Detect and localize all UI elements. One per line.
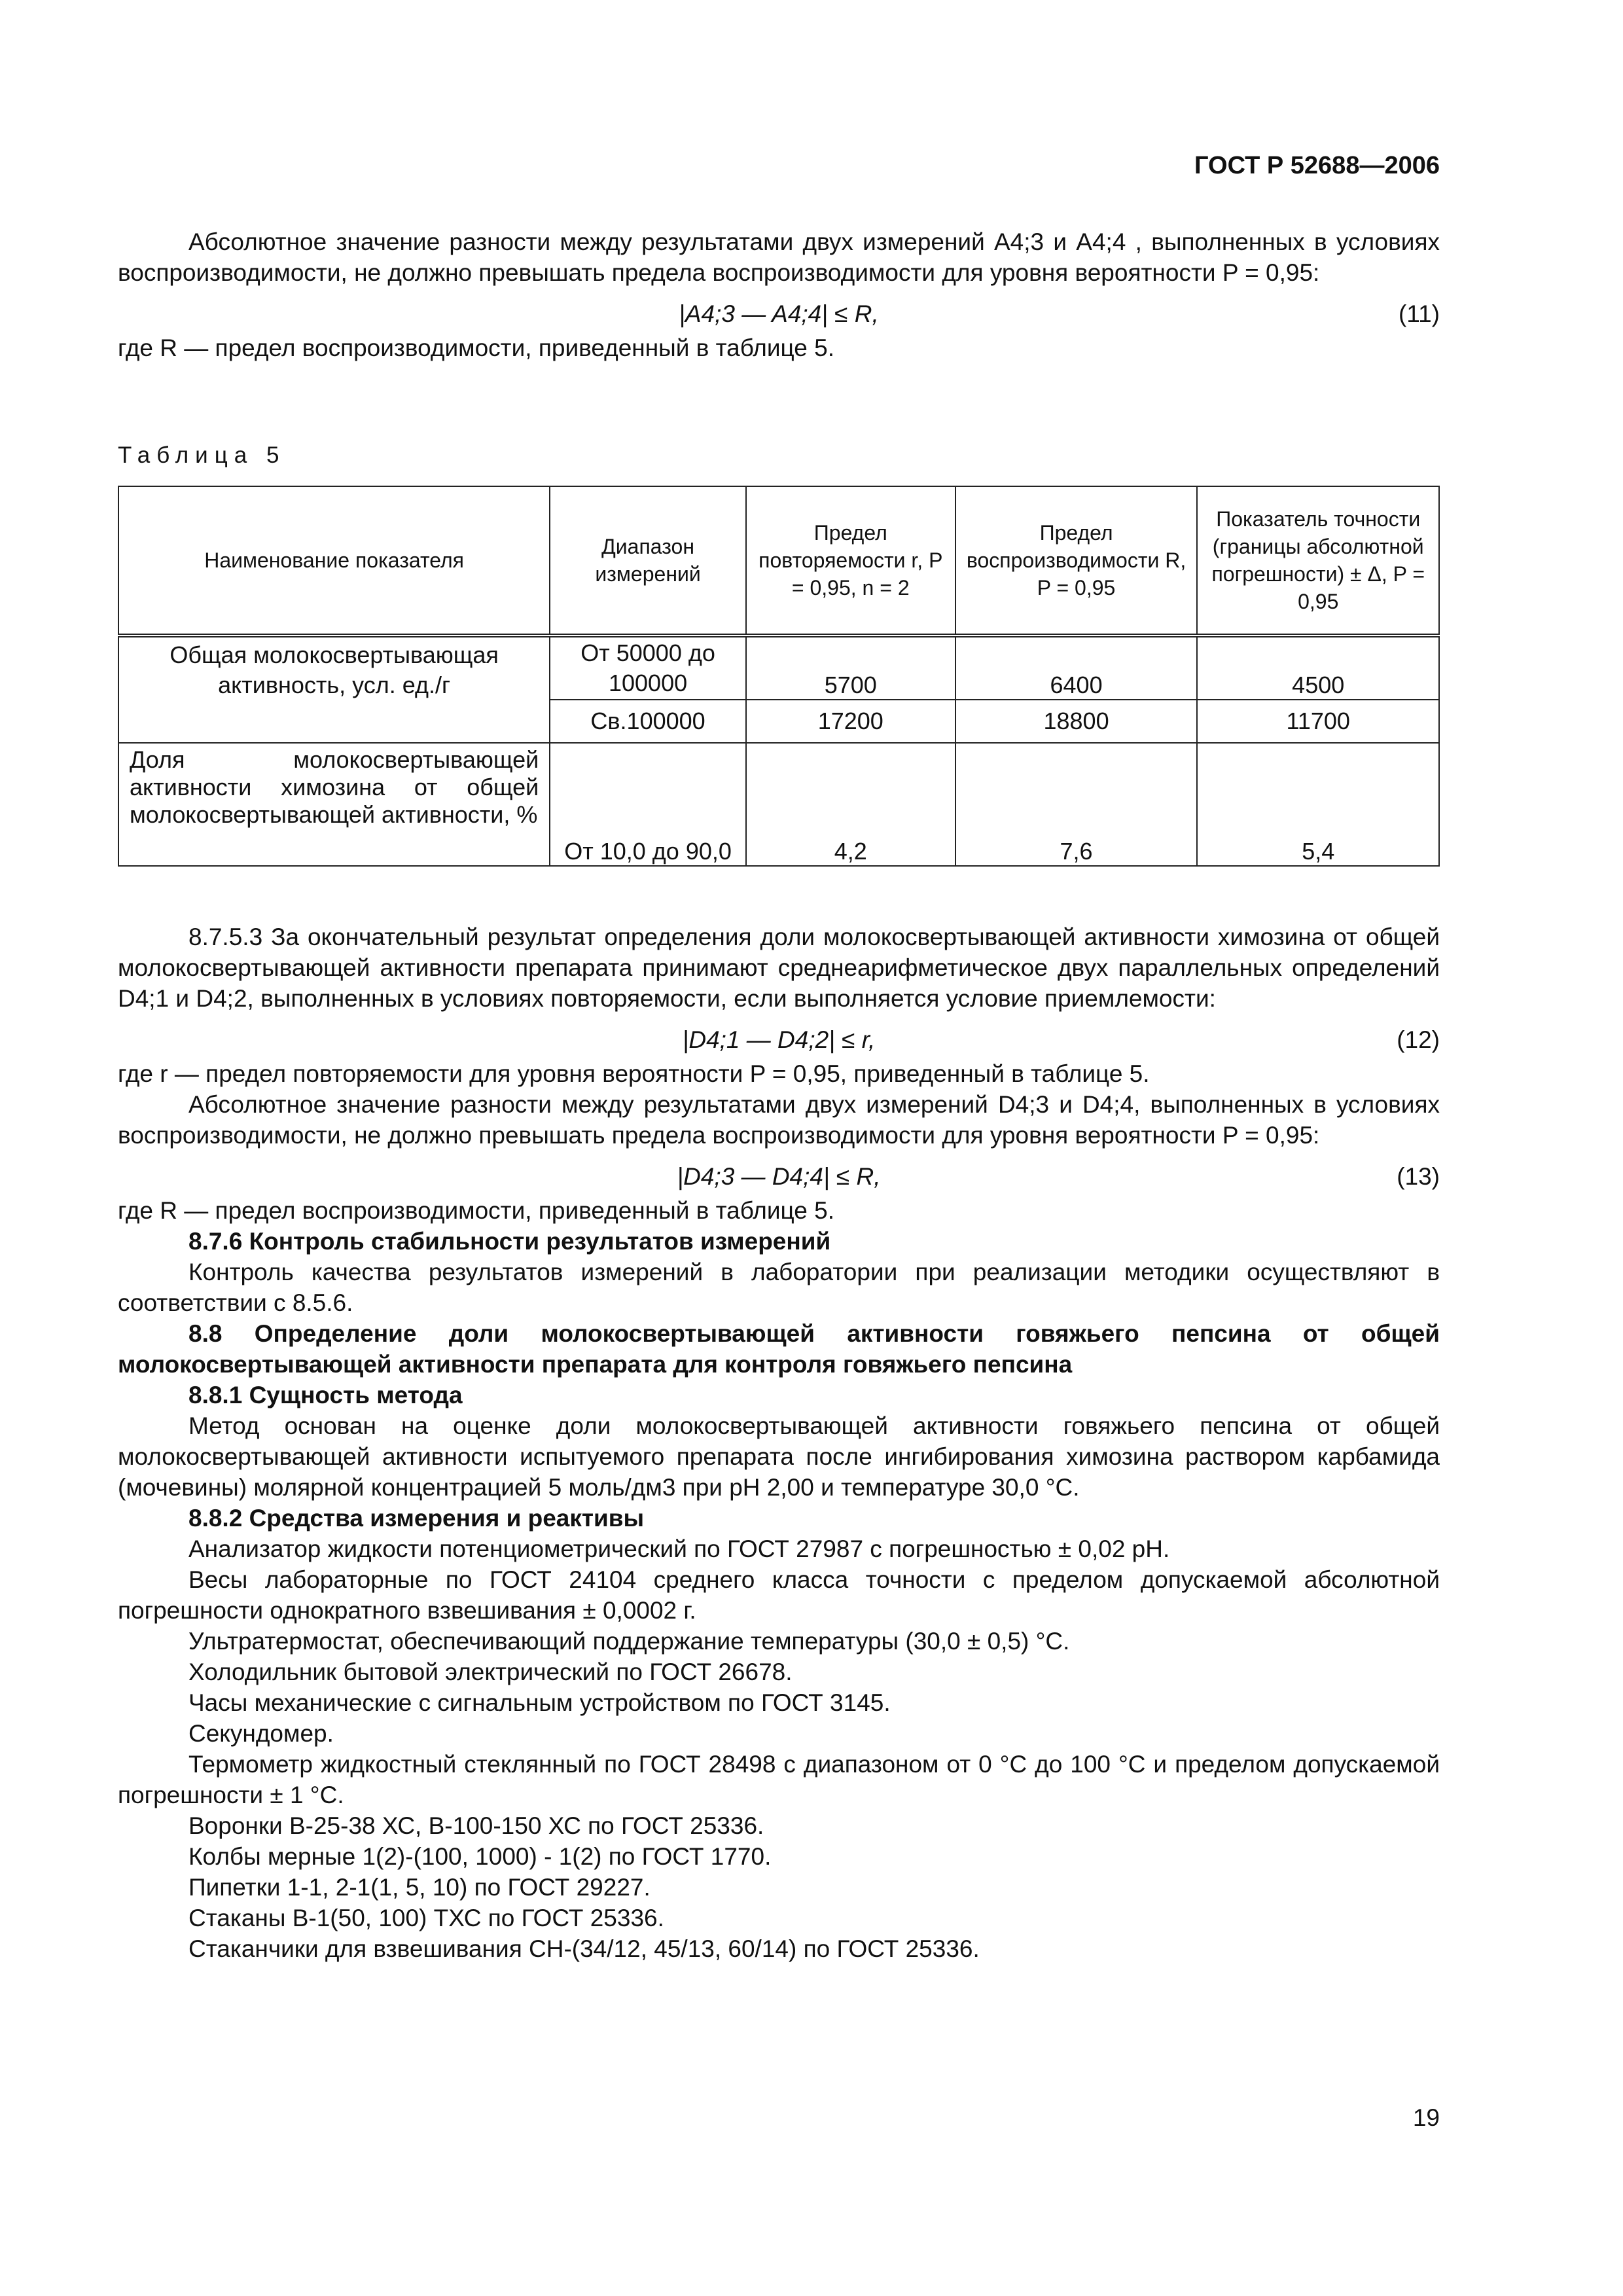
table-cell-delta: 5,4 [1197, 743, 1439, 866]
formula-12-number: (12) [1397, 1026, 1440, 1053]
table-cell-r: 4,2 [746, 743, 955, 866]
header-range: Диапазон измерений [550, 486, 746, 636]
formula-11-expression: |A4;3 — A4;4| ≤ R, [679, 300, 879, 327]
formula-13-number: (13) [1397, 1163, 1440, 1190]
formula-12-expression: |D4;1 — D4;2| ≤ r, [682, 1026, 876, 1053]
table-cell-range: От 10,0 до 90,0 [550, 743, 746, 866]
header-accuracy: Показатель точности (границы абсолютной погрешности) ± Δ, P = 0,95 [1197, 486, 1439, 636]
list-item: Пипетки 1-1, 2-1(1, 5, 10) по ГОСТ 29227. [188, 1874, 651, 1901]
where-11: где R — предел воспроизводимости, приведенный в таблице 5. [118, 334, 835, 361]
heading-8-8: 8.8 Определение доли молокосвертывающей активности говяжьего пепсина от общей молокосвертывающей активности препарата для контроля говяжьего пепсина [118, 1320, 1440, 1378]
paragraph-abs1: Абсолютное значение разности между результатами двух измерений A4;3 и A4;4 , выполненных в условиях воспроизводимости, не должно превышать предела воспроизводимости для уровня вероятности P = 0,95: [118, 228, 1440, 286]
standard-header: ГОСТ Р 52688—2006 [1194, 152, 1440, 179]
table-cell-r: 5700 [746, 636, 955, 700]
header-repeatability: Предел повторяемости r, P = 0,95, n = 2 [746, 486, 955, 636]
paragraph-8-7-5-3: 8.7.5.3 За окончательный результат определения доли молокосвертывающей активности химозина от общей молокосвертывающей активности препарата принимают среднеарифметическое двух параллельных определений D4;1 и D4;2, выполненных в условиях повторяемости, если выполняется условие приемлемости: [118, 924, 1440, 1012]
table-5 [118, 486, 1440, 867]
heading-8-7-6: 8.7.6 Контроль стабильности результатов измерений [188, 1228, 831, 1255]
table-caption: Таблица 5 [118, 442, 286, 468]
header-reproducibility: Предел воспроизводимости R, P = 0,95 [955, 486, 1198, 636]
heading-8-8-1: 8.8.1 Сущность метода [188, 1382, 463, 1408]
body-text-bottom [118, 922, 1440, 1964]
formula-12 [118, 1022, 1440, 1058]
paragraph-abs2: Абсолютное значение разности между результатами двух измерений D4;3 и D4;4, выполненных в условиях воспроизводимости, не должно превышать предела воспроизводимости для уровня вероятности P = 0,95: [118, 1091, 1440, 1149]
paragraph-8-8-1: Метод основан на оценке доли молокосвертывающей активности говяжьего пепсина от общей молокосвертывающей активности испытуемого препарата после ингибирования химозина раствором карбамида (мочевины) молярной концентрацией 5 моль/дм3 при pH 2,00 и температуре 30,0 °С. [118, 1412, 1440, 1501]
list-item: Ультратермостат, обеспечивающий поддержание температуры (30,0 ± 0,5) °С. [188, 1628, 1070, 1655]
paragraph-8-7-6: Контроль качества результатов измерений в лаборатории при реализации методики осуществляют в соответствии с 8.5.6. [118, 1259, 1440, 1316]
list-item: Термометр жидкостный стеклянный по ГОСТ 28498 с диапазоном от 0 °С до 100 °С и пределом допускаемой погрешности ± 1 °С. [118, 1751, 1440, 1808]
list-item: Колбы мерные 1(2)-(100, 1000) - 1(2) по ГОСТ 1770. [188, 1843, 772, 1870]
table-cell-range: Св.100000 [550, 700, 746, 743]
table-cell-name: Доля молокосвертывающей активности химозина от общей молокосвертывающей активности, % [118, 743, 550, 866]
table-row [118, 743, 1439, 866]
table-cell-delta: 4500 [1197, 636, 1439, 700]
page-number: 19 [1412, 2104, 1440, 2131]
list-item: Стаканы В-1(50, 100) ТХС по ГОСТ 25336. [188, 1905, 664, 1931]
table-cell-R: 18800 [955, 700, 1198, 743]
table-cell-r: 17200 [746, 700, 955, 743]
list-item: Холодильник бытовой электрический по ГОСТ 26678. [188, 1659, 793, 1685]
header-indicator-name: Наименование показателя [118, 486, 550, 636]
list-item: Воронки В-25-38 ХС, В-100-150 ХС по ГОСТ 25336. [188, 1812, 764, 1839]
formula-11 [118, 296, 1440, 332]
where-13: где R — предел воспроизводимости, приведенный в таблице 5. [118, 1197, 835, 1224]
table-header-row [118, 486, 1439, 636]
list-item: Часы механические с сигнальным устройством по ГОСТ 3145. [188, 1689, 891, 1716]
formula-11-number: (11) [1398, 300, 1440, 327]
formula-13 [118, 1158, 1440, 1195]
table-cell-R: 6400 [955, 636, 1198, 700]
list-item: Весы лабораторные по ГОСТ 24104 среднего класса точности с пределом допускаемой абсолютной погрешности однократного взвешивания ± 0,0002 г. [118, 1566, 1440, 1624]
table-row [118, 636, 1439, 700]
list-item: Секундомер. [188, 1720, 334, 1747]
table-cell-R: 7,6 [955, 743, 1198, 866]
table-cell-name: Общая молокосвертывающая активность, усл. ед./г [118, 636, 550, 743]
table-cell-delta: 11700 [1197, 700, 1439, 743]
heading-8-8-2: 8.8.2 Средства измерения и реактивы [188, 1505, 645, 1532]
where-12: где r — предел повторяемости для уровня вероятности P = 0,95, приведенный в таблице 5. [118, 1060, 1150, 1087]
formula-13-expression: |D4;3 — D4;4| ≤ R, [677, 1163, 881, 1190]
body-text-top [118, 226, 1440, 363]
document-page [118, 0, 1440, 2296]
table-cell-range: От 50000 до 100000 [550, 636, 746, 700]
list-item: Анализатор жидкости потенциометрический по ГОСТ 27987 с погрешностью ± 0,02 pH. [188, 1535, 1170, 1562]
list-item: Стаканчики для взвешивания СН-(34/12, 45/13, 60/14) по ГОСТ 25336. [188, 1935, 980, 1962]
